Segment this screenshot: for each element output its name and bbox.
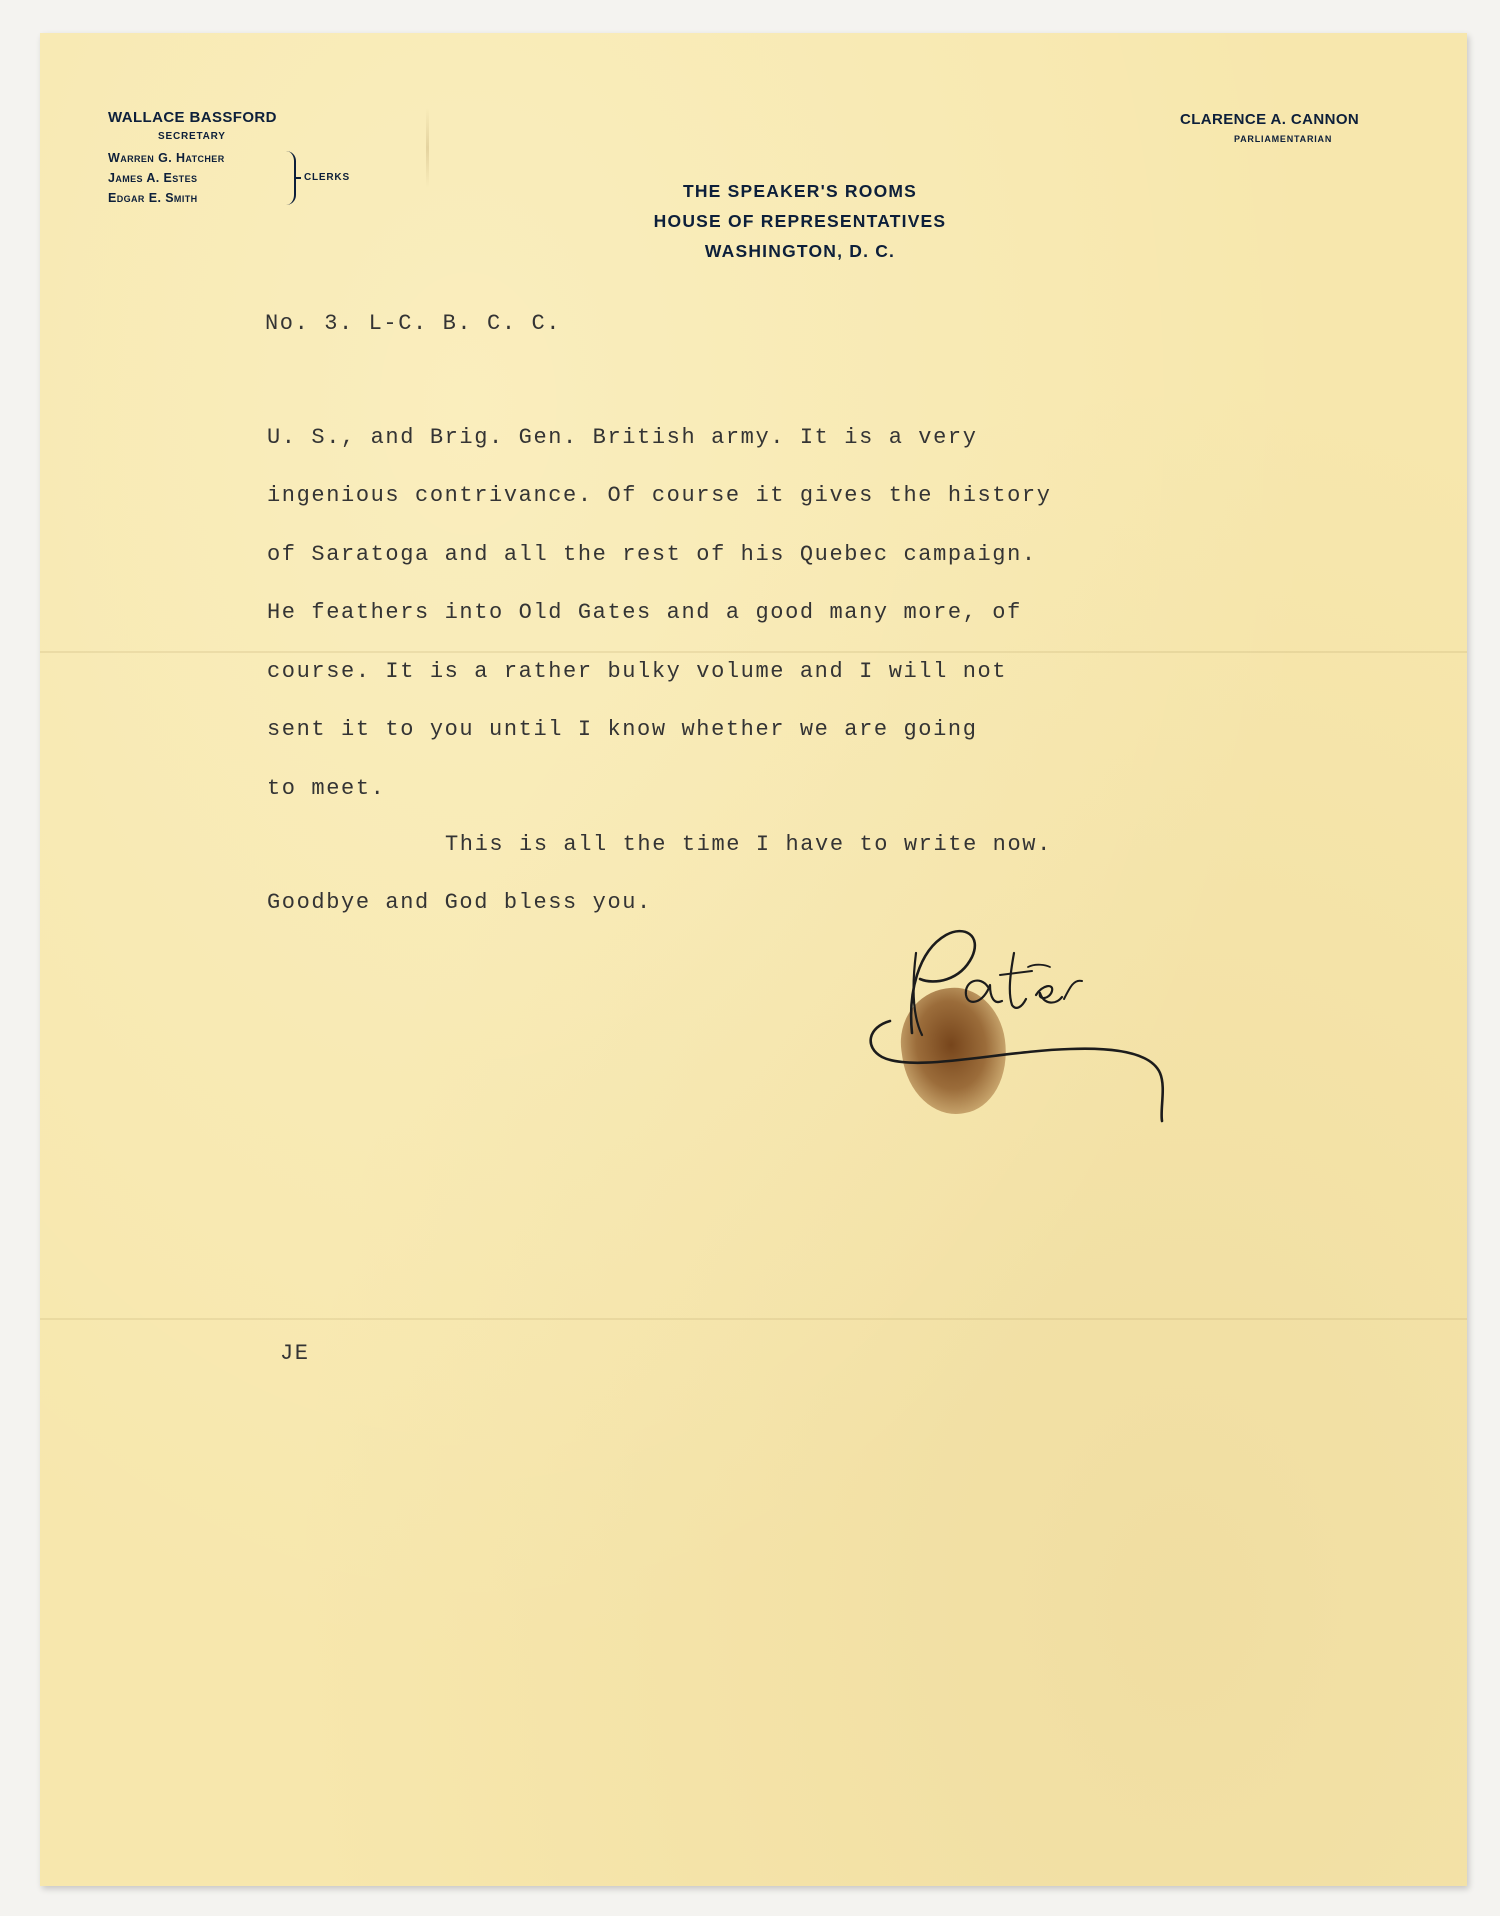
- office-name: THE SPEAKER'S ROOMS: [682, 181, 918, 201]
- paper-crease: [426, 108, 429, 188]
- clerk-name: Edgar E. Smith: [108, 191, 198, 205]
- office-location: WASHINGTON, D. C.: [704, 241, 896, 261]
- parliamentarian-name: CLARENCE A. CANNON: [1180, 111, 1360, 128]
- typist-initials: JE: [280, 1341, 310, 1366]
- handwritten-signature: [860, 923, 1200, 1128]
- office-name: HOUSE OF REPRESENTATIVES: [653, 211, 947, 231]
- secretary-name: WALLACE BASSFORD: [108, 109, 277, 126]
- closing-line: Goodbye and God bless you.: [267, 890, 652, 915]
- body-line: U. S., and Brig. Gen. British army. It is a very: [267, 425, 978, 450]
- letter-page: [40, 33, 1467, 1886]
- parliamentarian-title: PARLIAMENTARIAN: [1234, 134, 1333, 144]
- body-line: to meet.: [267, 776, 386, 801]
- fold-line: [40, 651, 1467, 653]
- letter-reference: No. 3. L-C. B. C. C.: [265, 311, 562, 336]
- body-line: ingenious contrivance. Of course it gives the history: [267, 483, 1052, 508]
- body-line: course. It is a rather bulky volume and I will not: [267, 659, 1008, 684]
- fold-line: [40, 1318, 1467, 1320]
- clerk-name: James A. Estes: [108, 171, 198, 185]
- closing-line: This is all the time I have to write now.: [445, 832, 1052, 857]
- body-line: He feathers into Old Gates and a good many more, of: [267, 600, 1022, 625]
- clerks-label: CLERKS: [304, 172, 350, 183]
- clerks-brace: [295, 177, 301, 179]
- clerk-name: Warren G. Hatcher: [108, 151, 225, 165]
- body-line: of Saratoga and all the rest of his Quebec campaign.: [267, 542, 1037, 567]
- body-line: sent it to you until I know whether we are going: [267, 717, 978, 742]
- secretary-title: SECRETARY: [158, 131, 226, 142]
